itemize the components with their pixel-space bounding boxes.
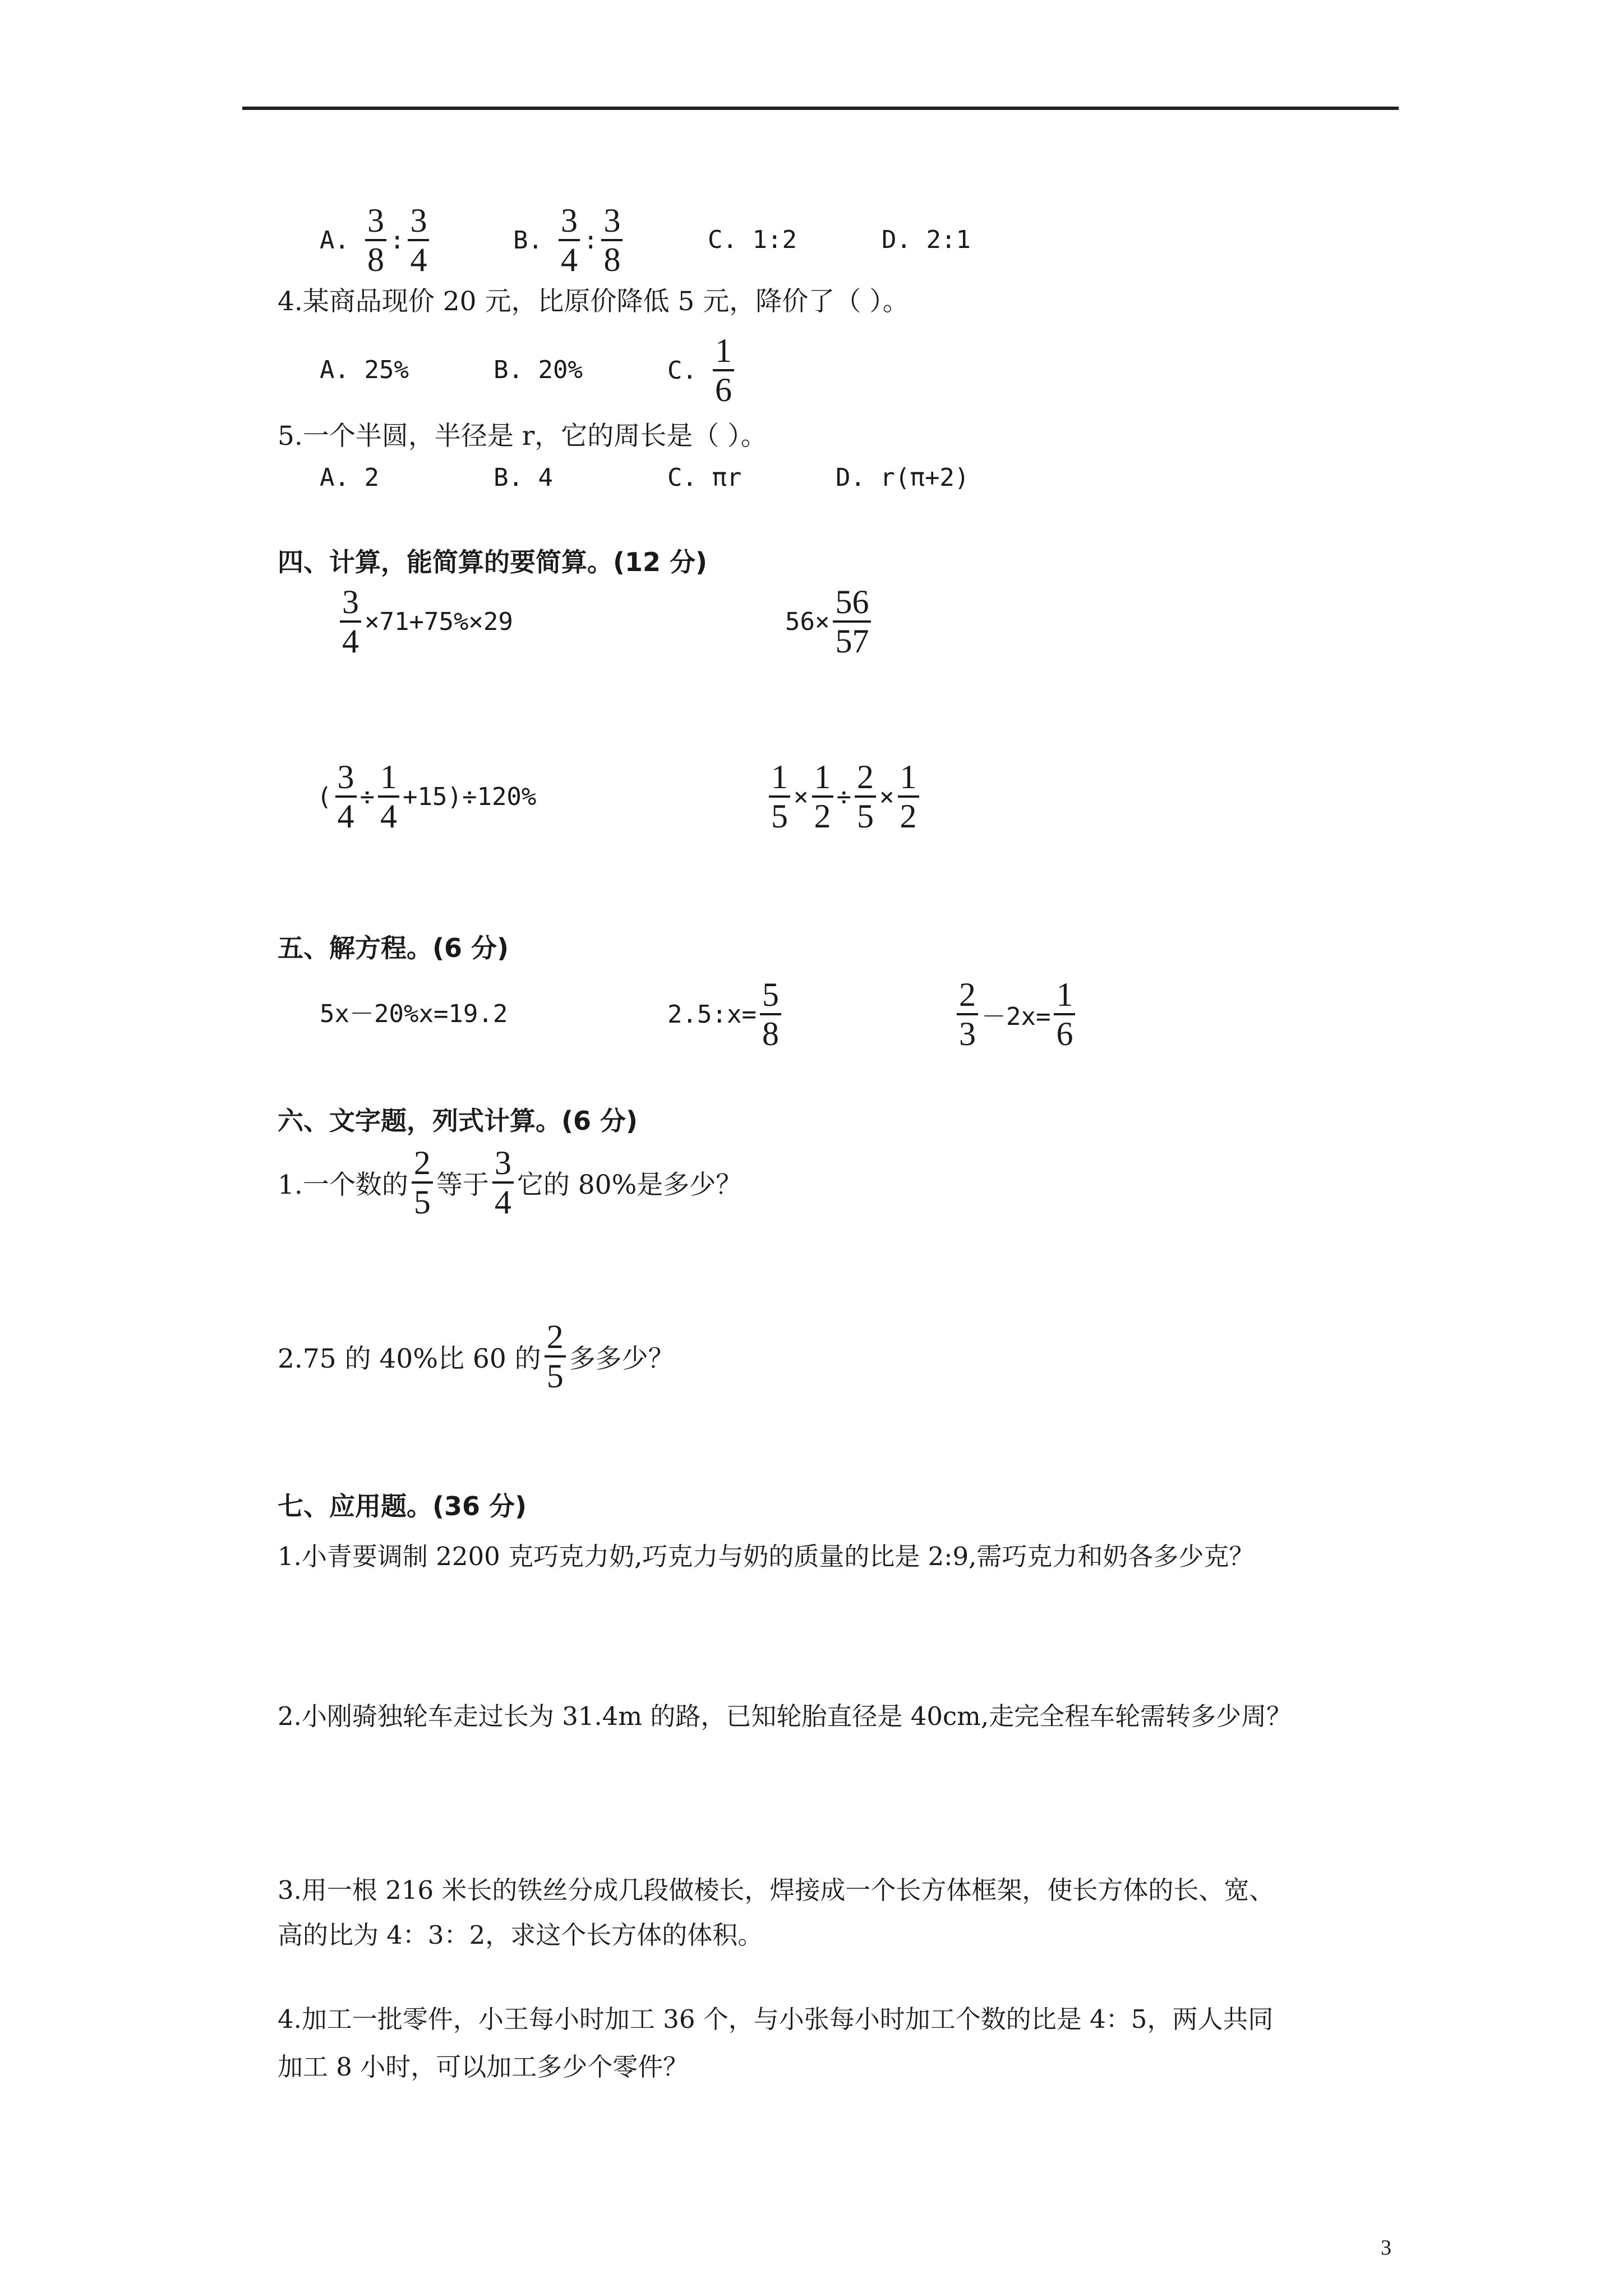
numerator: 1 <box>1054 976 1075 1015</box>
application-problem-4-line1: 4.加工一批零件，小王每小时加工 36 个，与小张每小时加工个数的比是 4：5，两人共同 <box>278 2004 1274 2034</box>
question-text: 它的 80%是多少？ <box>517 1169 743 1200</box>
q5-option-c: C. πr <box>667 463 742 492</box>
numerator: 2 <box>412 1144 433 1184</box>
denominator: 8 <box>603 241 621 278</box>
section6-heading: 六、文字题，列式计算。(6 分) <box>278 1106 638 1136</box>
equation-3 <box>953 976 1078 1052</box>
numerator: 3 <box>408 202 429 241</box>
denominator: 4 <box>380 798 397 835</box>
numerator: 2 <box>545 1318 566 1358</box>
denominator: 2 <box>900 798 917 835</box>
q4-option-a: A. 25% <box>320 356 409 384</box>
q5-option-d: D. r(π+2) <box>836 463 970 492</box>
q4-option-b: B. 20% <box>494 356 583 384</box>
fraction <box>408 202 429 278</box>
section7-heading: 七、应用题。(36 分) <box>278 1491 527 1521</box>
fraction <box>760 976 781 1052</box>
denominator: 4 <box>337 798 354 835</box>
application-problem-3-line2: 高的比为 4：3：2，求这个长方体的体积。 <box>278 1920 763 1950</box>
fraction <box>769 758 790 835</box>
expression-text: ×71+75%×29 <box>365 607 513 636</box>
denominator: 2 <box>814 798 831 835</box>
q4-option-c <box>667 332 737 408</box>
operator: × <box>794 782 809 811</box>
numerator: 3 <box>601 202 623 241</box>
numerator: 1 <box>378 758 399 798</box>
fraction <box>340 583 361 660</box>
numerator: 2 <box>957 976 978 1015</box>
q5-option-a: A. 2 <box>320 463 379 492</box>
question-text: 等于 <box>436 1169 489 1200</box>
expression-text: 2.5:x= <box>667 1000 757 1029</box>
calc-expression-3 <box>317 758 536 835</box>
ratio-sign: : <box>583 226 598 255</box>
q3-option-c: C. 1:2 <box>708 226 797 254</box>
expression-text: 56× <box>785 607 830 636</box>
ratio-sign: : <box>389 226 405 255</box>
question-text: 1.一个数的 <box>278 1169 408 1200</box>
application-problem-3-line1: 3.用一根 216 米长的铁丝分成几段做棱长，焊接成一个长方体框架，使长方体的长、宽、 <box>278 1875 1275 1905</box>
denominator: 6 <box>1056 1015 1073 1052</box>
fraction <box>412 1144 433 1221</box>
fraction <box>833 583 871 660</box>
fraction <box>855 758 876 835</box>
expression-text: +15)÷120% <box>403 782 537 811</box>
numerator: 3 <box>335 758 357 798</box>
operator: × <box>879 782 895 811</box>
q3-option-a <box>320 202 432 278</box>
operator: ÷ <box>359 782 375 811</box>
denominator: 5 <box>771 798 788 835</box>
section5-heading: 五、解方程。(6 分) <box>278 933 509 963</box>
fraction <box>378 758 399 835</box>
numerator: 56 <box>833 583 871 623</box>
numerator: 2 <box>855 758 876 798</box>
numerator: 5 <box>760 976 781 1015</box>
section4-heading: 四、计算，能简算的要简算。(12 分) <box>278 547 708 577</box>
question-text: 多多少？ <box>569 1343 675 1374</box>
denominator: 6 <box>714 371 732 408</box>
word-problem-1 <box>278 1144 742 1221</box>
denominator: 5 <box>857 798 874 835</box>
numerator: 1 <box>812 758 833 798</box>
page-number: 3 <box>1381 2236 1391 2260</box>
q5-option-b: B. 4 <box>494 463 553 492</box>
q5-stem: 5.一个半圆，半径是 r，它的周长是（ ）。 <box>278 421 767 452</box>
fraction <box>601 202 623 278</box>
expression-text: ( <box>317 782 332 811</box>
application-problem-1: 1.小青要调制 2200 克巧克力奶,巧克力与奶的质量的比是 2:9,需巧克力和奶各多少克？ <box>278 1542 1255 1571</box>
equation-1: 5x－20%x=19.2 <box>320 1000 508 1028</box>
fraction <box>1054 976 1075 1052</box>
operator: ÷ <box>836 782 851 811</box>
denominator: 3 <box>959 1015 976 1052</box>
numerator: 1 <box>898 758 919 798</box>
denominator: 8 <box>367 241 384 278</box>
numerator: 3 <box>340 583 361 623</box>
option-label: A. <box>320 226 349 255</box>
numerator: 3 <box>492 1144 514 1184</box>
calc-expression-4 <box>766 758 923 835</box>
question-text: 2.75 的 40%比 60 的 <box>278 1343 541 1374</box>
denominator: 4 <box>560 241 578 278</box>
calc-expression-1 <box>336 583 513 660</box>
numerator: 1 <box>713 332 734 371</box>
denominator: 5 <box>413 1184 431 1221</box>
word-problem-2 <box>278 1318 675 1395</box>
fraction <box>559 202 580 278</box>
denominator: 8 <box>762 1015 779 1052</box>
fraction <box>713 332 734 408</box>
denominator: 4 <box>410 241 427 278</box>
expression-text: －2x= <box>981 1002 1051 1031</box>
header-rule <box>242 107 1399 110</box>
q3-option-b <box>513 202 626 278</box>
fraction <box>335 758 357 835</box>
q3-option-d: D. 2:1 <box>882 226 971 254</box>
numerator: 1 <box>769 758 790 798</box>
numerator: 3 <box>559 202 580 241</box>
denominator: 5 <box>546 1358 564 1395</box>
equation-2 <box>667 976 785 1052</box>
fraction <box>812 758 833 835</box>
q4-stem: 4.某商品现价 20 元，比原价降低 5 元，降价了（ ）。 <box>278 286 909 317</box>
application-problem-2: 2.小刚骑独轮车走过长为 31.4m 的路，已知轮胎直径是 40cm,走完全程车轮需转多少周？ <box>278 1701 1292 1731</box>
option-label: B. <box>513 226 543 255</box>
fraction <box>898 758 919 835</box>
denominator: 4 <box>494 1184 511 1221</box>
option-label: C. <box>667 356 697 385</box>
fraction <box>365 202 386 278</box>
denominator: 57 <box>835 623 869 660</box>
fraction <box>492 1144 514 1221</box>
calc-expression-2 <box>785 583 874 660</box>
fraction <box>545 1318 566 1395</box>
fraction <box>957 976 978 1052</box>
denominator: 4 <box>342 623 359 660</box>
application-problem-4-line2: 加工 8 小时，可以加工多少个零件？ <box>278 2052 689 2082</box>
numerator: 3 <box>365 202 386 241</box>
